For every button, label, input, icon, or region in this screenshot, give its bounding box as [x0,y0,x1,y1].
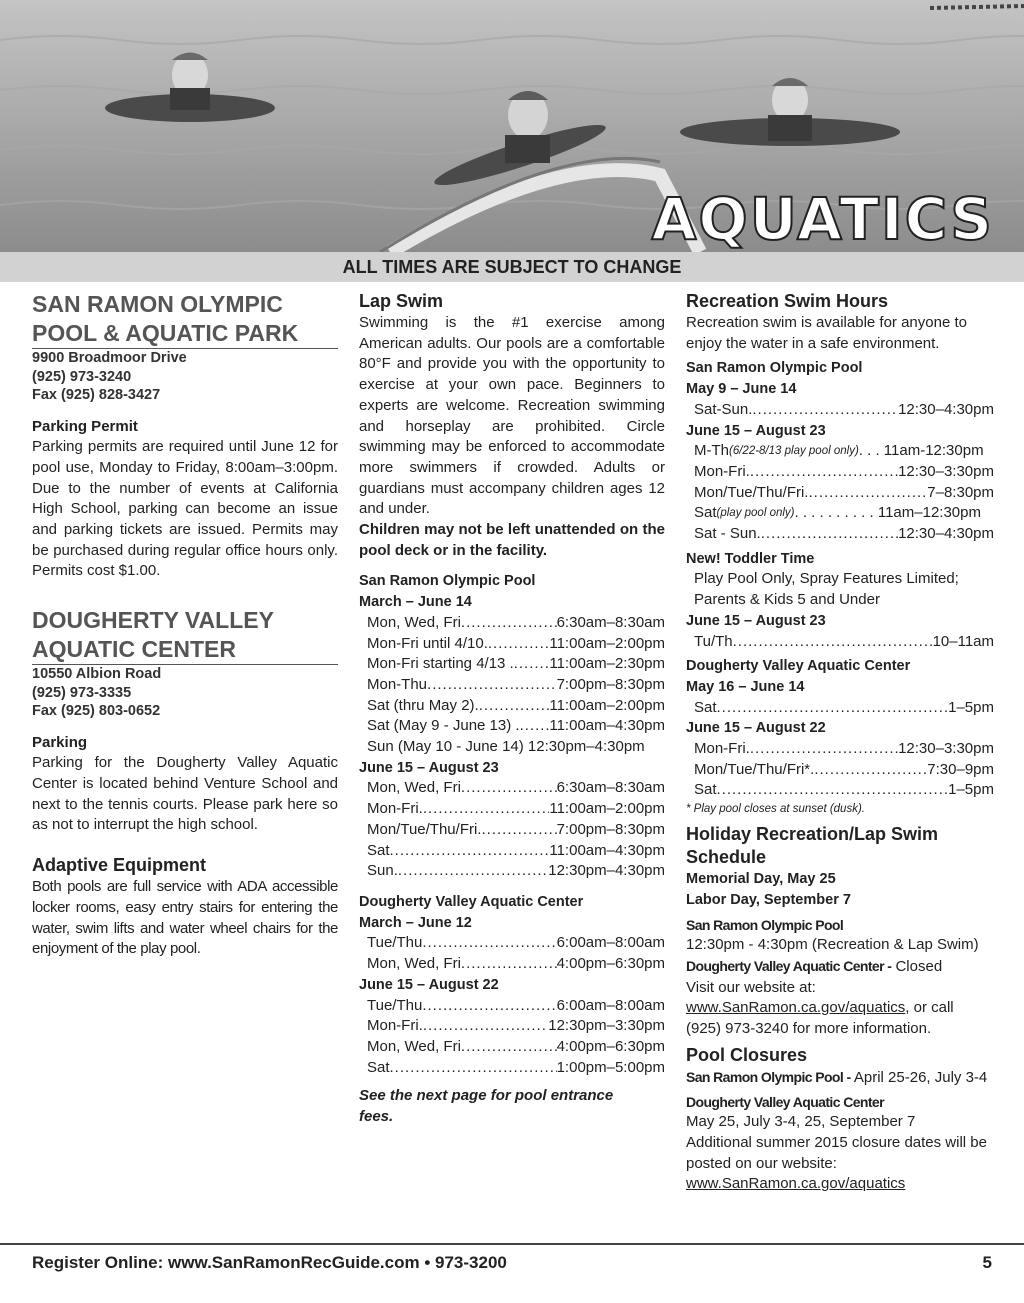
lap-dv-period-1-schedule [359,933,665,974]
dot-leader [422,933,556,954]
schedule-time: 12:30pm–4:30pm [548,862,665,880]
closure-dv-dates: May 25, July 3-4, 25, September 7 [686,1113,916,1131]
dougherty-valley-address: 10550 Albion Road (925) 973-3335 Fax (925) 803-0652 [32,666,162,720]
rec-sr-period-2-schedule [686,462,994,503]
dot-leader [423,799,550,820]
dot-leader [479,696,550,717]
rec-dv-period-2: June 15 – August 22 [686,720,826,737]
toddler-time-period: June 15 – August 23 [686,612,826,629]
schedule-time: 6:00am–8:00am [556,934,665,952]
schedule-day: Mon/Tue/Thu/Fri*. [694,760,815,778]
olympic-pool-title: SAN RAMON OLYMPIC POOL & AQUATIC PARK [32,290,338,349]
toddler-time-schedule [686,632,994,653]
holiday-sr-label: San Ramon Olympic Pool [686,916,844,933]
dot-leader [390,841,550,862]
schedule-day: Mon/Tue/Thu/Fri. [367,820,482,838]
dot-leader [717,780,949,801]
dot-leader [427,675,557,696]
toddler-time-line-2: Parents & Kids 5 and Under [694,591,880,609]
schedule-time: 11:00am–2:00pm [549,800,665,818]
dot-leader [422,996,556,1017]
schedule-row [359,716,665,737]
schedule-time: 7:00pm–8:30pm [556,675,665,693]
holiday-dv-line: Dougherty Valley Aquatic Center - Closed [686,957,943,975]
visit-website-line-3: (925) 973-3240 for more information. [686,1020,932,1038]
lap-dv-heading: Dougherty Valley Aquatic Center [359,893,584,910]
schedule-row [359,675,665,696]
schedule-time: 4:00pm–6:30pm [556,1037,665,1055]
schedule-day: Sat-Sun. [694,400,753,418]
schedule-day: Mon-Fri starting 4/13 . [367,655,514,673]
schedule-row [686,780,994,801]
schedule-time: 11:00am–4:30pm [549,841,665,859]
schedule-row [686,400,994,421]
holiday-heading: Holiday Recreation/Lap Swim Schedule [686,824,939,868]
schedule-row [686,524,994,545]
lap-sr-period-2: June 15 – August 23 [359,759,499,776]
parking-text: Parking for the Dougherty Valley Aquatic Center is located behind Venture School and next to the tennis courts. Please park here so as not to interrupt the high school. [32,754,338,834]
footer-divider [0,1243,1024,1245]
schedule-row [359,737,665,758]
holiday-date-2: Labor Day, September 7 [686,891,851,908]
rec-sr-period-2: June 15 – August 23 [686,422,826,439]
dougherty-valley-title: DOUGHERTY VALLEY AQUATIC CENTER [32,606,338,665]
schedule-time: 6:30am–8:30am [556,779,665,797]
rec-sr-period-2-schedule-2 [686,524,994,545]
schedule-row [686,483,994,504]
aquatics-website-link[interactable]: www.SanRamon.ca.gov/aquatics [686,999,906,1017]
lap-swim-warning: Children may not be left unattended on the pool deck or in the facility. [359,521,665,559]
lap-sr-period-1: March – June 14 [359,594,472,611]
column-right [686,290,994,1195]
dot-leader [761,524,898,545]
lap-dv-period-2-schedule [359,996,665,1079]
lap-dv-period-1: March – June 12 [359,914,472,931]
column-left [32,290,338,960]
schedule-row [359,954,665,975]
dot-leader [461,1037,557,1058]
schedule-day: Sat (May 9 - June 13) . [367,717,520,735]
schedule-time: 11:00am–2:00pm [549,696,665,714]
lap-swim-text: Swimming is the #1 exercise among American adults. Our pools are a comfortable 80°F and provide you with the opportunity to exercise at your own pace. Beginners to experts are welcome. Recreation swimming and horseplay are prohibited. Circle swimming may be enforced to accommodate more swimmers if crowded. Adults or guardians must accompany children ages 12 and under. [359,314,665,518]
parking-permit-heading: Parking Permit [32,417,138,435]
schedule-day: Tu/Th [694,632,733,650]
schedule-row [359,933,665,954]
schedule-row [359,1037,665,1058]
toddler-time-heading: New! Toddler Time [686,550,815,567]
closure-sr-line: San Ramon Olympic Pool - April 25-26, July 3-4 [686,1068,988,1086]
holiday-sr-time: 12:30pm - 4:30pm (Recreation & Lap Swim) [686,936,979,954]
dot-leader [488,634,549,655]
schedule-row [359,613,665,634]
schedule-time: 4:00pm–6:30pm [556,955,665,973]
schedule-time: 6:30am–8:30am [556,613,665,631]
schedule-row [686,632,994,653]
schedule-row [359,820,665,841]
schedule-day: Mon-Fri until 4/10. [367,634,488,652]
dot-leader [461,954,557,975]
rec-dv-period-1-schedule [686,698,994,719]
holiday-date-1: Memorial Day, May 25 [686,871,836,888]
hero-photo [0,0,1024,252]
schedule-row [359,1016,665,1037]
lap-dv-period-2: June 15 – August 22 [359,976,499,993]
closure-website-link[interactable]: www.SanRamon.ca.gov/aquatics [686,1175,906,1193]
schedule-day: Mon, Wed, Fri [367,1037,461,1055]
parking-heading: Parking [32,733,88,751]
schedule-row [359,799,665,820]
dot-leader [390,1058,557,1079]
dot-leader [520,716,550,737]
footer-register-online: Register Online: www.SanRamonRecGuide.com • 973-3200 [32,1253,507,1272]
schedule-row [359,778,665,799]
rec-dv-period-2-schedule [686,739,994,801]
schedule-day: Mon-Fri. [694,740,750,758]
schedule-row [359,1058,665,1079]
lap-swim-heading: Lap Swim [359,291,444,311]
adaptive-equipment-heading: Adaptive Equipment [32,855,207,876]
schedule-time: 10–11am [932,632,994,650]
schedule-row [359,841,665,862]
schedule-time: 6:00am–8:00am [556,996,665,1014]
dot-leader [398,861,548,882]
schedule-day: Sat [367,1058,390,1076]
schedule-time: 12:30–3:30pm [898,740,994,758]
play-pool-note: * Play pool closes at sunset (dusk). [686,803,865,816]
notice-banner: ALL TIMES ARE SUBJECT TO CHANGE [0,252,1024,282]
parking-permit-text: Parking permits are required until June 12 for pool use, Monday to Friday, 8:00am–3:00pm. Due to the number of events at California High School, parking can become an issue and parking tickets are issued. Permits may be purchased during regular office hours only. Permits cost $1.00. [32,438,338,580]
recreation-swim-heading: Recreation Swim Hours [686,291,889,311]
schedule-day: Sat - Sun. [694,525,761,543]
rec-sr-mth-row: M-Th (6/22-8/13 play pool only) . . . 11am-12:30pm [694,442,984,460]
dot-leader [814,760,927,781]
dot-leader [750,739,898,760]
schedule-time: 12:30–4:30pm [898,400,994,418]
dot-leader [733,632,933,653]
dot-leader [717,698,949,719]
schedule-day: Mon/Tue/Thu/Fri. [694,483,809,501]
column-middle [359,290,665,1128]
lap-sr-period-1-schedule [359,613,665,758]
schedule-row [359,654,665,675]
schedule-time: 1–5pm [948,781,994,799]
dot-leader [461,778,557,799]
schedule-day: Mon-Fri. [367,1017,423,1035]
schedule-row [359,634,665,655]
dot-leader [461,613,557,634]
section-title: AQUATICS [651,185,994,252]
schedule-day: Mon-Thu [367,675,428,693]
schedule-row [686,760,994,781]
lap-sr-period-2-schedule [359,778,665,882]
rec-sr-sat-row: Sat (play pool only) . . . . . . . . . . 11am–12:30pm [694,504,981,522]
schedule-time: 11:00am–2:00pm [549,634,665,652]
schedule-row [359,996,665,1017]
dot-leader [481,820,556,841]
schedule-day: Sun (May 10 - June 14) 12:30pm–4:30pm [367,738,645,756]
schedule-row [686,698,994,719]
schedule-row [686,462,994,483]
rec-sr-heading: San Ramon Olympic Pool [686,360,863,377]
adaptive-equipment-text: Both pools are full service with ADA accessible locker rooms, easy entry stairs for entering the water, swim lifts and water wheel chairs for the enjoyment of the play pool. [32,878,338,958]
schedule-time: 7–8:30pm [927,483,994,501]
schedule-row [686,739,994,760]
closure-dv-label: Dougherty Valley Aquatic Center [686,1093,884,1110]
schedule-time: 11:00am–2:30pm [549,655,665,673]
schedule-day: Sun. [367,862,398,880]
dot-leader [423,1016,548,1037]
closure-additional: Additional summer 2015 closure dates will be posted on our website: [686,1133,987,1172]
schedule-day: Sat [694,698,717,716]
schedule-time: 1:00pm–5:00pm [556,1058,665,1076]
recreation-swim-text: Recreation swim is available for anyone to enjoy the water in a safe environment. [686,314,967,352]
lap-sr-heading: San Ramon Olympic Pool [359,573,536,590]
schedule-day: Mon, Wed, Fri [367,955,461,973]
rec-sr-period-1-schedule [686,400,994,421]
schedule-time: 12:30–3:30pm [898,462,994,480]
dot-leader [752,400,898,421]
schedule-day: Sat [694,781,717,799]
schedule-day: Mon, Wed, Fri [367,613,461,631]
schedule-row [359,861,665,882]
dot-leader [750,462,898,483]
schedule-day: Sat (thru May 2). [367,696,479,714]
visit-website-line-2: www.SanRamon.ca.gov/aquatics, or call [686,999,954,1017]
rec-sr-period-1: May 9 – June 14 [686,381,797,398]
schedule-day: Tue/Thu [367,934,423,952]
dot-leader [808,483,927,504]
schedule-time: 11:00am–4:30pm [549,717,665,735]
schedule-row [359,696,665,717]
schedule-time: 7:30–9pm [927,760,994,778]
schedule-time: 7:00pm–8:30pm [556,820,665,838]
olympic-pool-address: 9900 Broadmoor Drive (925) 973-3240 Fax (925) 828-3427 [32,350,187,403]
toddler-time-line-1: Play Pool Only, Spray Features Limited; [694,570,959,588]
see-next-page-note: See the next page for pool entrance fees. [359,1087,614,1126]
page-number: 5 [982,1253,992,1272]
pool-closures-heading: Pool Closures [686,1044,808,1065]
rec-dv-period-1: May 16 – June 14 [686,678,805,695]
schedule-time: 12:30pm–3:30pm [548,1017,665,1035]
rec-dv-heading: Dougherty Valley Aquatic Center [686,658,911,675]
dot-leader [514,654,550,675]
schedule-day: Mon-Fri. [694,462,750,480]
visit-website-line-1: Visit our website at: [686,978,816,996]
schedule-day: Tue/Thu [367,996,423,1014]
schedule-day: Mon-Fri. [367,800,423,818]
schedule-time: 1–5pm [948,698,994,716]
schedule-time: 12:30–4:30pm [898,525,994,543]
schedule-day: Mon, Wed, Fri [367,779,461,797]
schedule-day: Sat [367,841,390,859]
